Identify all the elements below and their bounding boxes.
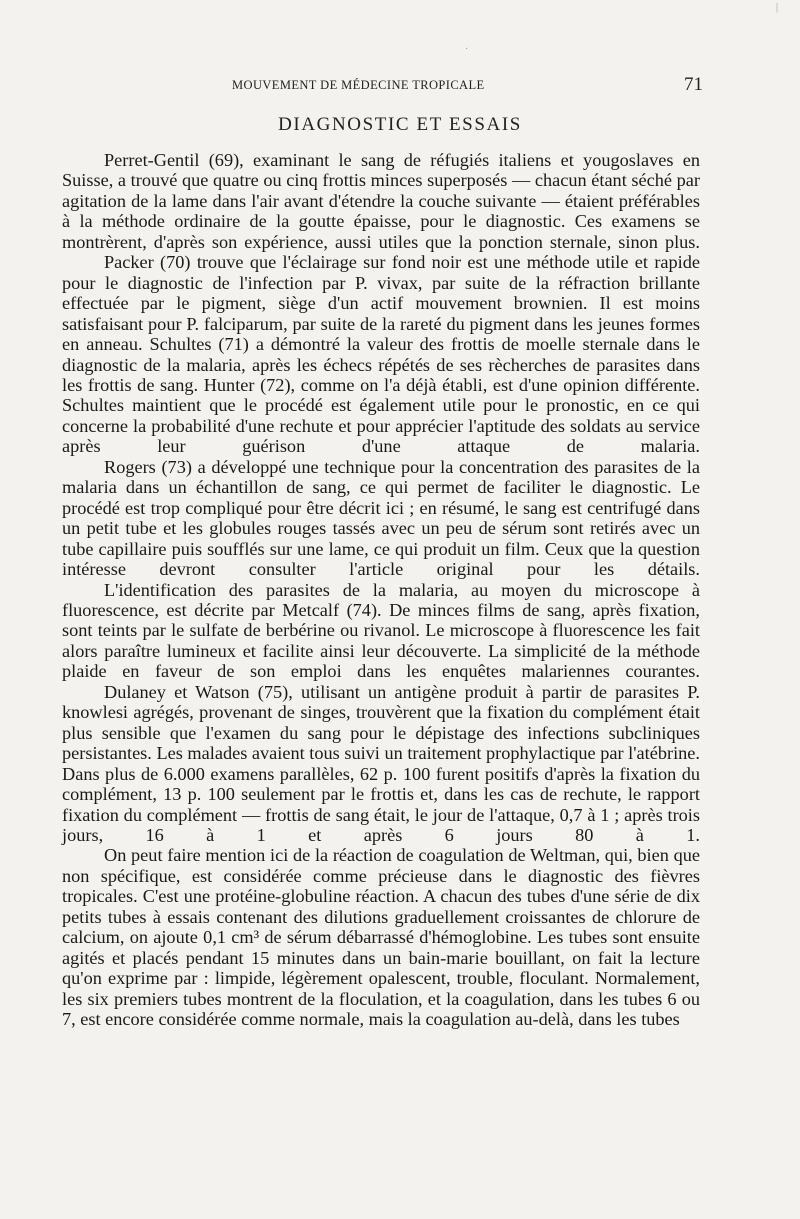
paragraph-rogers: Rogers (73) a développé une technique pour la concentration des parasites de la malaria dans un échantillon de sang, ce qui permet de faciliter le diagnostic. Le procédé est trop compliqué pour être décrit ici ; en résumé, le sang est centrifugé dans un petit tube et les globules rouges tassés avec un peu de sérum sont retirés avec un tube capillaire puis soufflés sur une lame, ce qui produit un film. Ceux que la question intéresse devront consulter l'article original pour les détails. [62, 456, 700, 580]
scan-dot: · [465, 44, 469, 55]
section-title: DIAGNOSTIC ET ESSAIS [278, 114, 522, 135]
paragraph-dulaney-watson: Dulaney et Watson (75), utilisant un antigène produit à partir de parasites P. knowlesi agrégés, provenant de singes, trouvèrent que la fixation du complément était plus sensible que l'examen du sang pour le dépistage des infections subcliniques persistantes. Les malades avaient tous suivi un traitement prophylactique par l'atébrine. Dans plus de 6.000 examens parallèles, 62 p. 100 furent positifs d'après la fixation du complément, 13 p. 100 seulement par le frottis et, dans les cas de rechute, le rapport fixation du complément — frottis de sang était, le jour de l'attaque, 0,7 à 1 ; après trois jours, 16 à 1 et après 6 jours 80 à 1. [62, 681, 700, 845]
paragraph-metcalf: L'identification des parasites de la malaria, au moyen du microscope à fluorescence, est décrite par Metcalf (74). De minces films de sang, après fixation, sont teints par le sulfate de berbérine ou rivanol. Le microscope à fluorescence les fait alors paraître lumineux et facilite ainsi leur découverte. La simplicité de la méthode plaide en faveur de son emploi dans les enquêtes malariennes courantes. [62, 579, 700, 682]
body-text [62, 150, 700, 1029]
running-title: MOUVEMENT DE MÉDECINE TROPICALE [232, 78, 485, 92]
paragraph-packer: Packer (70) trouve que l'éclairage sur fond noir est une méthode utile et rapide pour le diagnostic de l'infection par P. vivax, par suite de la réfraction brillante effectuée par le pigment, siège d'un actif mouvement brownien. Il est moins satisfaisant pour P. falciparum, par suite de la rareté du pigment dans les jeunes formes en anneau. Schultes (71) a démontré la valeur des frottis de moelle sternale dans le diagnostic de la malaria, après les échecs répétés de ses rècherches de parasites dans les frottis de sang. Hunter (72), comme on l'a déjà établi, est d'une opinion différente. Schultes maintient que le procédé est également utile pour le pronostic, en ce qui concerne la probabilité d'une rechute et pour apprécier l'aptitude des soldats au service après leur guérison d'une attaque de malaria. [62, 252, 700, 457]
paragraph-weltman: On peut faire mention ici de la réaction de coagulation de Weltman, qui, bien que non spécifique, est considérée comme précieuse dans le diagnostic des fièvres tropicales. C'est une protéine-globuline réaction. A chacun des tubes d'une série de dix petits tubes à essais contenant des dilutions graduellement croissantes de chlorure de calcium, on ajoute 0,1 cm³ de sérum débarrassé d'hémoglobine. Les tubes sont ensuite agités et placés pendant 15 minutes dans un bain-marie bouillant, on fait la lecture qu'on exprime par : limpide, légèrement opalescent, trouble, floculant. Normalement, les six premiers tubes montrent de la floculation, et la coagulation, dans les tubes 6 ou 7, est encore considérée comme normale, mais la coagulation au-delà, dans les tubes [62, 845, 700, 1030]
scan-mark: | [776, 2, 779, 13]
running-header [0, 74, 800, 98]
page-number: 71 [684, 74, 703, 95]
paragraph-perret-gentil: Perret-Gentil (69), examinant le sang de réfugiés italiens et yougoslaves en Suisse, a trouvé que quatre ou cinq frottis minces superposés — chacun étant séché par agitation de la lame dans l'air avant d'étendre la couche suivante — étaient préférables à la méthode ordinaire de la goutte épaisse, pour le diagnostic. Ces examens se montrèrent, d'après son expérience, aussi utiles que la ponction sternale, sinon plus. [62, 150, 700, 252]
